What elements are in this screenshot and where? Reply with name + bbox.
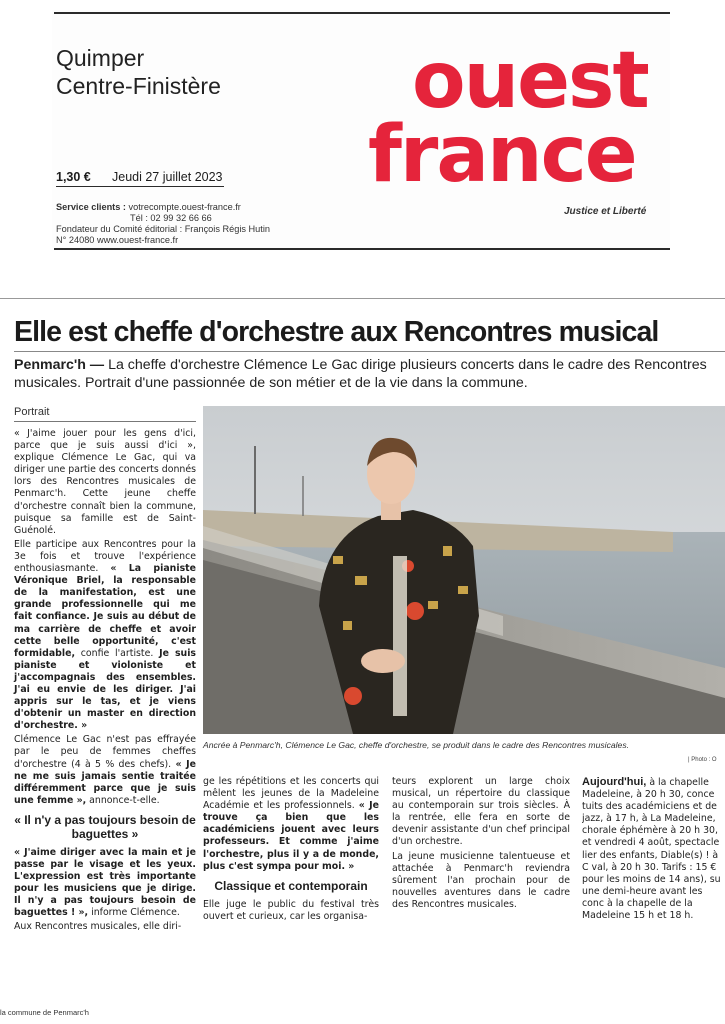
telephone: Tél : 02 99 32 66 66 (130, 213, 212, 223)
intertitle: Classique et contemporain (214, 878, 368, 893)
article-headline: Elle est cheffe d'orchestre aux Rencontres musical (14, 316, 659, 348)
headline-rule (14, 351, 725, 352)
paragraph: La jeune musicienne talentueuse et attachée à Penmarc'h reviendra sûrement l'an prochain pour de nouvelles aventures dans le cadre des Rencontres musicales. (392, 850, 570, 910)
lead-place: Penmarc'h — (14, 357, 105, 373)
issue-date: Jeudi 27 juillet 2023 (112, 170, 223, 184)
photo-caption: Ancrée à Penmarc'h, Clémence Le Gac, cheffe d'orchestre, se produit dans le cadre des Rencontres musicales. (203, 740, 630, 750)
logo-word-france: france (368, 110, 636, 200)
founder-line: Fondateur du Comité éditorial : François Régis Hutin (56, 224, 270, 234)
edition-name (56, 44, 221, 100)
article-column-2 (203, 776, 379, 925)
section-label: Portrait (14, 406, 50, 418)
masthead-info (56, 202, 270, 246)
edition-region: Centre-Finistère (56, 73, 221, 99)
paragraph: Elle participe aux Rencontres pour la 3e fois et trouve l'expérience enthousiasmante. « La pianiste Véronique Briel, la responsable de la manifestation, est une grande professionnelle qui me fait confiance. Je suis au début de ma carrière de cheffe et avoir cette belle opportunité, c'est formidable, confie l'artiste. Je suis pianiste et violoniste et j'accompagnais des ensembles. J'ai eu envie de les diriger. J'ai appris sur le tas, et je viens d'obtenir un master en direction d'orchestre. » (14, 538, 196, 732)
portrait-photo (203, 406, 725, 734)
intertitle: « Il n'y a pas toujours besoin de baguettes » (14, 812, 196, 841)
paragraph: teurs explorent un large choix musical, un répertoire du classique au contemporain sur trois siècles. À la rentrée, elle fera en sorte de devenir assistante d'un chef principal d'un orchestre. (392, 776, 570, 848)
motto: Justice et Liberté (564, 206, 647, 217)
paragraph: Elle juge le public du festival très ouvert et curieux, car les organisa- (203, 898, 379, 922)
article-column-4 (582, 776, 725, 946)
photo-illustration (203, 406, 725, 734)
paragraph: Clémence Le Gac n'est pas effrayée par le peu de femmes cheffes d'orchestre (4 à 5 % des chefs). « Je ne me suis jamais sentie traitée différemment parce que je suis une femme », annonce-t-elle. (14, 734, 197, 806)
logo-word-ouest: ouest (412, 36, 648, 126)
page-footer-fragment: la commune de Penmarc'h (0, 1008, 89, 1017)
article-column-3 (392, 776, 570, 913)
section-underline (14, 421, 196, 422)
paragraph: Aux Rencontres musicales, elle diri- (14, 921, 182, 933)
service-label: Service clients : (56, 202, 126, 212)
issue-number: N° 24080 www.ouest-france.fr (56, 235, 179, 245)
price: 1,30 € (56, 170, 91, 184)
article-lead (14, 356, 722, 392)
date-underline (56, 186, 224, 187)
service-link[interactable]: votrecompte.ouest-france.fr (128, 202, 241, 212)
paragraph: « J'aime diriger avec la main et je passe par le visage et les yeux. L'expression est très importante pour les musiciens que je dirige. Il n'y a pas toujours besoin de baguettes ! », informe Clémence. (14, 846, 196, 919)
paragraph: ge les répétitions et les concerts qui mêlent les jeunes de la Madeleine Académie et les professionnels. « Je trouve ça bien que les académiciens jouent avec leurs professeurs. Et comme j'aime l'orchestre, plus il y a de monde, plus c'est sympa pour moi. » (203, 776, 380, 872)
article-top-border (0, 298, 725, 299)
masthead-bottom-rule (54, 248, 670, 250)
edition-city: Quimper (56, 45, 145, 71)
article-column-1 (14, 428, 196, 936)
paragraph: « J'aime jouer pour les gens d'ici, parce que je suis aussi d'ici », explique Clémence Le Gac, qui va diriger une partie des concerts donnés lors des Rencontres musicales de Penmarc'h. Cette jeune cheffe d'orchestre connaît bien la commune, puisque sa famille est de Saint-Guénolé. (14, 428, 196, 536)
paragraph: Aujourd'hui, à la chapelle Madeleine, à 20 h 30, conce tuits des académiciens et de jazz, à 17 h, à La Madeleine, chorale éphémère à 20 h 30, et vendredi 4 août, spectacle lier des enfants, Diable(s) ! à C val, à 20 h 30. Tarifs : 15 € pour les moins de 14 ans), su une demi-heure avant les conc à la chapelle de la Madeleine 15 h et 18 h. (582, 776, 721, 922)
masthead-top-rule (54, 12, 670, 14)
photo-credit: | Photo : O (688, 757, 717, 763)
lead-text: La cheffe d'orchestre Clémence Le Gac dirige plusieurs concerts dans le cadre des Rencontres musicales. Portrait d'une passionnée de son métier et de la vie dans la commune. (14, 357, 707, 391)
